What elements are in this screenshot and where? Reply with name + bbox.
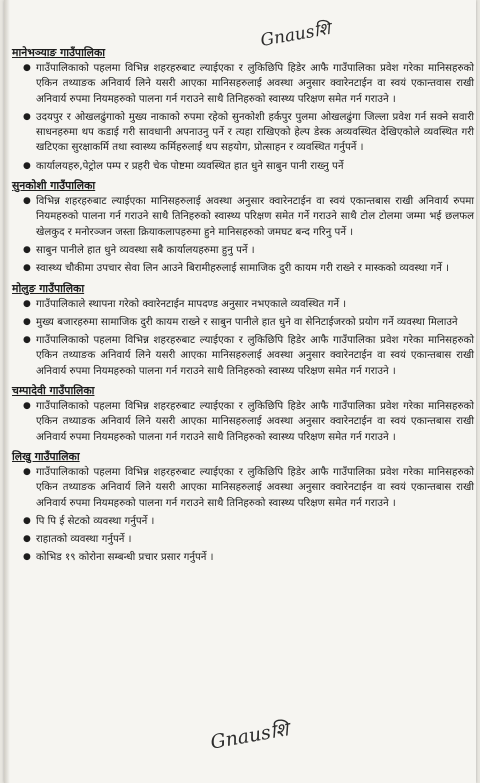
list-item	[12, 532, 474, 547]
signature-bottom: Gnausशि	[208, 718, 291, 754]
list-item	[12, 61, 474, 107]
section-heading: चम्पादेवी गाउँपालिका	[12, 384, 95, 398]
list-item-text: कोभिड १९ कोरोना सम्बन्धी प्रचार प्रसार गर्नुपर्ने ।	[36, 552, 214, 564]
list-item-text: विभिन्न शहरहरुबाट ल्याईएका मानिसहरुलाई अवस्था अनुसार क्वारेनटाईन वा स्वयं एकान्तबास राखी अनिवार्य रुपमा नियमहरुको पालना गर्न गराउने साथै तिनिहरुको स्वास्थ्य परिक्षण समेत गर्ने गराउने साथै टोल टोलमा जम्मा भई छलफल खेलकुद र मनोरञ्जन जस्ता क्रियाकलापहरुमा हुने मानिसहरुको जमघट बन्द गरिनु पर्ने ।	[36, 196, 474, 238]
list-item-text: गाउँपालिकाको पहलमा विभिन्न शहरहरुबाट ल्याईएका र लुकिछिपि हिडेर आफै गाउँपालिका प्रवेश गरेका मानिसहरुको एकिन तथ्याङक अनिवार्य लिने यसरी आएका मानिसहरुलाई अवस्था अनुसार क्वारेनटाईन वा स्वयं एकान्तवास राखी अनिवार्य रुपमा नियमहरुको पालना गर्न गराउने साथै तिनिहरुको स्वास्थ्य परिक्षण समेत गर्न गराउने ।	[36, 63, 474, 105]
list-item	[12, 465, 474, 511]
signature-top: Gnausशि	[259, 19, 332, 51]
section-heading: मोलुङ गाउँपालिका	[12, 281, 85, 295]
list-item-text: मुख्य बजारहरुमा सामाजिक दुरी कायम राख्ने र साबुन पानीले हात धुने वा सेनिटाईजरको प्रयोग गर्ने व्यवस्था मिलाउने	[36, 316, 458, 328]
bullet-icon: ●	[23, 244, 31, 255]
list-item	[12, 315, 474, 330]
section-heading: लिखु गाउँपालिका	[12, 449, 80, 463]
bullet-icon: ●	[23, 111, 31, 122]
list-item	[12, 194, 474, 240]
bullet-icon: ●	[23, 263, 31, 274]
bullet-icon: ●	[23, 466, 31, 477]
list-item	[12, 333, 474, 379]
bullet-icon: ●	[23, 335, 31, 346]
document-page	[4, 0, 476, 783]
list-item	[12, 243, 474, 258]
bullet-icon: ●	[23, 552, 31, 563]
list-item-text: गाउँपालिकाको पहलमा विभिन्न शहरहरुबाट ल्याईएका र लुकिछिपि हिडेर आफै गाउँपालिका प्रवेश गरेका मानिसहरुको एकिन तथ्याङक अनिवार्य लिने यसरी आएका मानिसहरुलाई अवस्था अनुसार क्वारेनटाईन वा स्वयं एकान्तबास राखी अनिवार्य रुपमा नियमहरुको पालना गर्न गराउने साथै तिनिहरुको स्वास्थ्य परिक्षण समेत गर्न गराउने ।	[36, 335, 474, 377]
bullet-icon: ●	[23, 401, 31, 412]
bullet-icon: ●	[23, 63, 31, 73]
list-item	[12, 159, 474, 174]
section-molung	[12, 280, 474, 379]
bullet-icon: ●	[23, 298, 31, 309]
list-item-text: स्वास्थ्य चौकीमा उपचार सेवा लिन आउने बिरामीहरुलाई सामाजिक दुरी कायम गरी राख्ने र मास्कको व्यवस्था गर्ने ।	[36, 263, 450, 275]
section-heading: मानेभञ्याङ गाउँपालिका	[12, 46, 106, 59]
list-item-text: राहातको व्यवस्था गर्नुपर्ने ।	[36, 534, 132, 546]
bullet-icon: ●	[23, 515, 31, 526]
page-edge-shadow	[4, 0, 10, 783]
bullet-icon: ●	[23, 316, 31, 327]
section-sunkoshi	[12, 177, 474, 276]
list-item-text: गाउँपालिकाले स्थापना गरेको क्वारेनटाईन मापदण्ड अनुसार नभएकाले व्यवस्थित गर्ने ।	[36, 298, 347, 310]
list-item-text: पि पि ई सेटको व्यवस्था गर्नुपर्ने ।	[36, 515, 155, 527]
list-item-text: उदयपुर र ओखलढुंगाको मुख्य नाकाको रुपमा रहेको सुनकोशी हर्कपुर पुलमा ओखलढुंगा जिल्ला प्रवेश गर्न सक्ने सवारी साधनहरुमा थप कडाई गरी सावधानी अपनाउनु पर्ने र त्यहा राखिएको हेल्प डेस्क अव्यवस्थित देखिएकोले व्यवस्थित गरी खटिएका सुरक्षाकर्मि तथा स्वास्थ्य कर्मिहरुलाई थप सहयोग, प्रोत्साहन र व्यवस्थित गर्नुपर्ने ।	[36, 111, 474, 154]
bullet-icon: ●	[23, 534, 31, 545]
list-item	[12, 261, 474, 276]
list-item-text: गाउँपालिकाको पहलमा विभिन्न शहरहरुबाट ल्याईएका र लुकिछिपि हिडेर आफै गाउँपालिका प्रवेश गरेका मानिसहरुको एकिन तथ्याङक अनिवार्य लिने यसरी आएका मानिसहरुलाई अवस्था अनुसार क्वारेनटाईन वा स्वयं एकान्तबास राखी अनिवार्य रुपमा नियमहरुको पालना गर्न गराउने साथै तिनिहरुको स्वास्थ्य परिक्षण समेत गर्न गराउने ।	[36, 401, 474, 443]
bullet-icon: ●	[23, 196, 31, 207]
section-heading: सुनकोशी गाउँपालिका	[12, 179, 96, 193]
list-item	[12, 550, 474, 565]
list-item	[12, 110, 474, 156]
list-item-text: साबुन पानीले हात धुने व्यवस्था सबै कार्यालयहरुमा हुनु पर्ने ।	[36, 244, 255, 256]
list-item	[12, 297, 474, 312]
list-item	[12, 514, 474, 529]
list-item-text: गाउँपालिकाको पहलमा विभिन्न शहरहरुबाट ल्याईएका र लुकिछिपि हिडेर आफै गाउँपालिका प्रवेश गरेका मानिसहरुको एकिन तथ्याङक अनिवार्य लिने यसरी आएका मानिसहरुलाई अवस्था अनुसार क्वारेनटाईन वा स्वयं एकान्तबास राखी अनिवार्य रुपमा नियमहरुको पालना गर्न गराउने साथै तिनिहरुको स्वास्थ्य परिक्षण समेत गर्न गराउने ।	[36, 466, 474, 509]
list-item-text: कार्यालयहरु,पेट्रोल पम्प र प्रहरी चेक पोष्टमा व्यवस्थित हात धुने साबुन पानी राख्नु पर्ने	[36, 160, 344, 172]
section-manebhanjyang	[12, 44, 474, 174]
document-body	[12, 44, 474, 569]
section-champadevi	[12, 382, 474, 445]
bullet-icon: ●	[23, 160, 31, 171]
list-item	[12, 399, 474, 445]
section-likhu	[12, 448, 474, 566]
